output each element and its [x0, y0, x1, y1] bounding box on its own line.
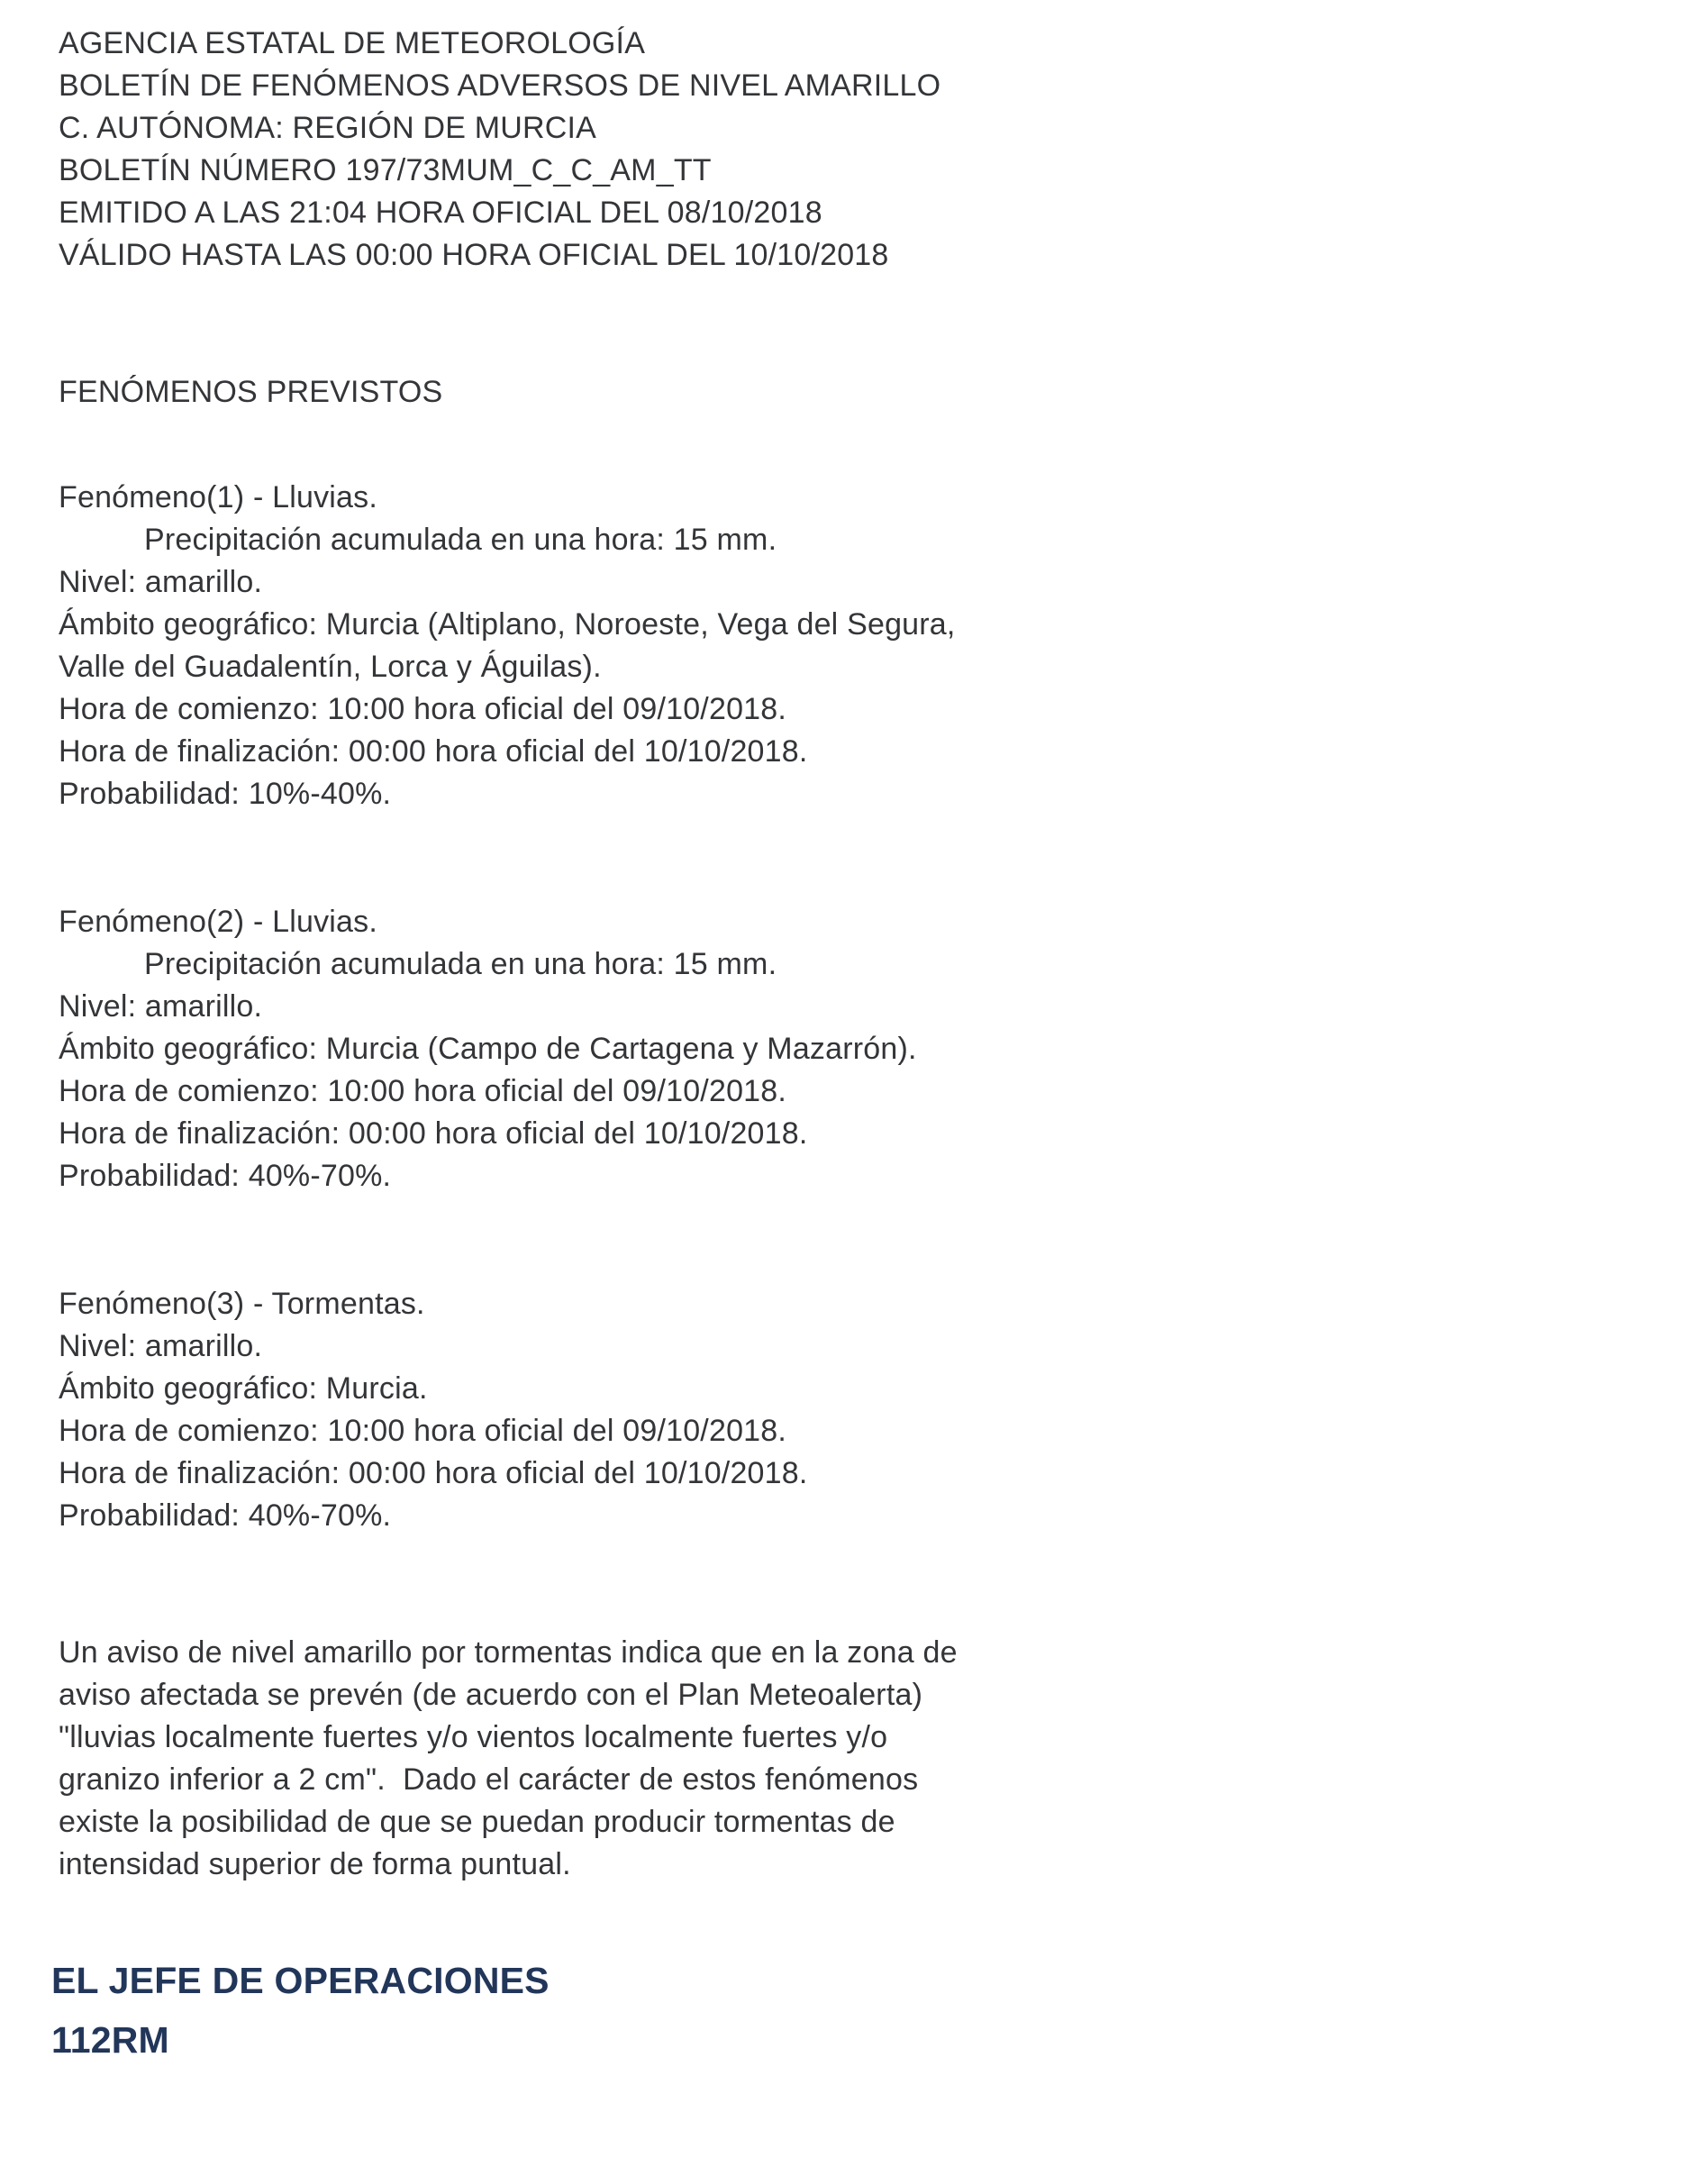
- phenomenon-start-time: Hora de comienzo: 10:00 hora oficial del 09/10/2018.: [59, 1074, 787, 1108]
- note-line: granizo inferior a 2 cm". Dado el carácter de estos fenómenos: [59, 1762, 919, 1797]
- note-line: intensidad superior de forma puntual.: [59, 1847, 571, 1881]
- note-line: Un aviso de nivel amarillo por tormentas indica que en la zona de: [59, 1635, 958, 1670]
- header-line-region: C. AUTÓNOMA: REGIÓN DE MURCIA: [59, 111, 597, 145]
- phenomenon-area: Ámbito geográfico: Murcia.: [59, 1371, 428, 1406]
- phenomenon-area-continued: Valle del Guadalentín, Lorca y Águilas).: [59, 650, 602, 684]
- note-line: "lluvias localmente fuertes y/o vientos localmente fuertes y/o: [59, 1720, 888, 1754]
- signature-role: EL JEFE DE OPERACIONES: [51, 1960, 550, 2001]
- phenomenon-block-2: [59, 901, 1654, 1197]
- header-line-issued: EMITIDO A LAS 21:04 HORA OFICIAL DEL 08/10/2018: [59, 196, 822, 230]
- header-line-bulletin-type: BOLETÍN DE FENÓMENOS ADVERSOS DE NIVEL AMARILLO: [59, 68, 941, 103]
- phenomenon-block-1: [59, 477, 1654, 815]
- header-line-bulletin-number: BOLETÍN NÚMERO 197/73MUM_C_C_AM_TT: [59, 153, 712, 187]
- phenomenon-block-3: [59, 1283, 1654, 1537]
- signature-organization: 112RM: [51, 2019, 169, 2061]
- phenomenon-level: Nivel: amarillo.: [59, 1329, 263, 1363]
- phenomenon-precipitation: Precipitación acumulada en una hora: 15 mm.: [144, 523, 777, 557]
- document-header: [59, 23, 1654, 277]
- note-line: existe la posibilidad de que se puedan producir tormentas de: [59, 1805, 895, 1839]
- phenomenon-end-time: Hora de finalización: 00:00 hora oficial del 10/10/2018.: [59, 734, 808, 769]
- phenomenon-probability: Probabilidad: 40%-70%.: [59, 1159, 392, 1193]
- phenomenon-probability: Probabilidad: 40%-70%.: [59, 1498, 392, 1533]
- phenomenon-precipitation: Precipitación acumulada en una hora: 15 mm.: [144, 947, 777, 981]
- phenomenon-start-time: Hora de comienzo: 10:00 hora oficial del 09/10/2018.: [59, 692, 787, 726]
- phenomenon-end-time: Hora de finalización: 00:00 hora oficial del 10/10/2018.: [59, 1456, 808, 1490]
- header-line-valid-until: VÁLIDO HASTA LAS 00:00 HORA OFICIAL DEL 10/10/2018: [59, 238, 889, 272]
- phenomenon-level: Nivel: amarillo.: [59, 989, 263, 1024]
- phenomenon-area: Ámbito geográfico: Murcia (Campo de Cartagena y Mazarrón).: [59, 1032, 917, 1066]
- note-line: aviso afectada se prevén (de acuerdo con el Plan Meteoalerta): [59, 1678, 923, 1712]
- phenomenon-level: Nivel: amarillo.: [59, 565, 263, 599]
- section-title: FENÓMENOS PREVISTOS: [59, 375, 443, 409]
- yellow-warning-explanation: [59, 1632, 1654, 1886]
- phenomenon-area: Ámbito geográfico: Murcia (Altiplano, Noroeste, Vega del Segura,: [59, 607, 956, 642]
- phenomenon-probability: Probabilidad: 10%-40%.: [59, 777, 392, 811]
- phenomenon-title: Fenómeno(3) - Tormentas.: [59, 1287, 425, 1321]
- phenomenon-end-time: Hora de finalización: 00:00 hora oficial del 10/10/2018.: [59, 1116, 808, 1151]
- phenomenon-title: Fenómeno(2) - Lluvias.: [59, 905, 377, 939]
- signature-block: [51, 1951, 1654, 2070]
- phenomenon-title: Fenómeno(1) - Lluvias.: [59, 480, 377, 514]
- header-line-agency: AGENCIA ESTATAL DE METEOROLOGÍA: [59, 26, 646, 60]
- phenomenon-start-time: Hora de comienzo: 10:00 hora oficial del 09/10/2018.: [59, 1414, 787, 1448]
